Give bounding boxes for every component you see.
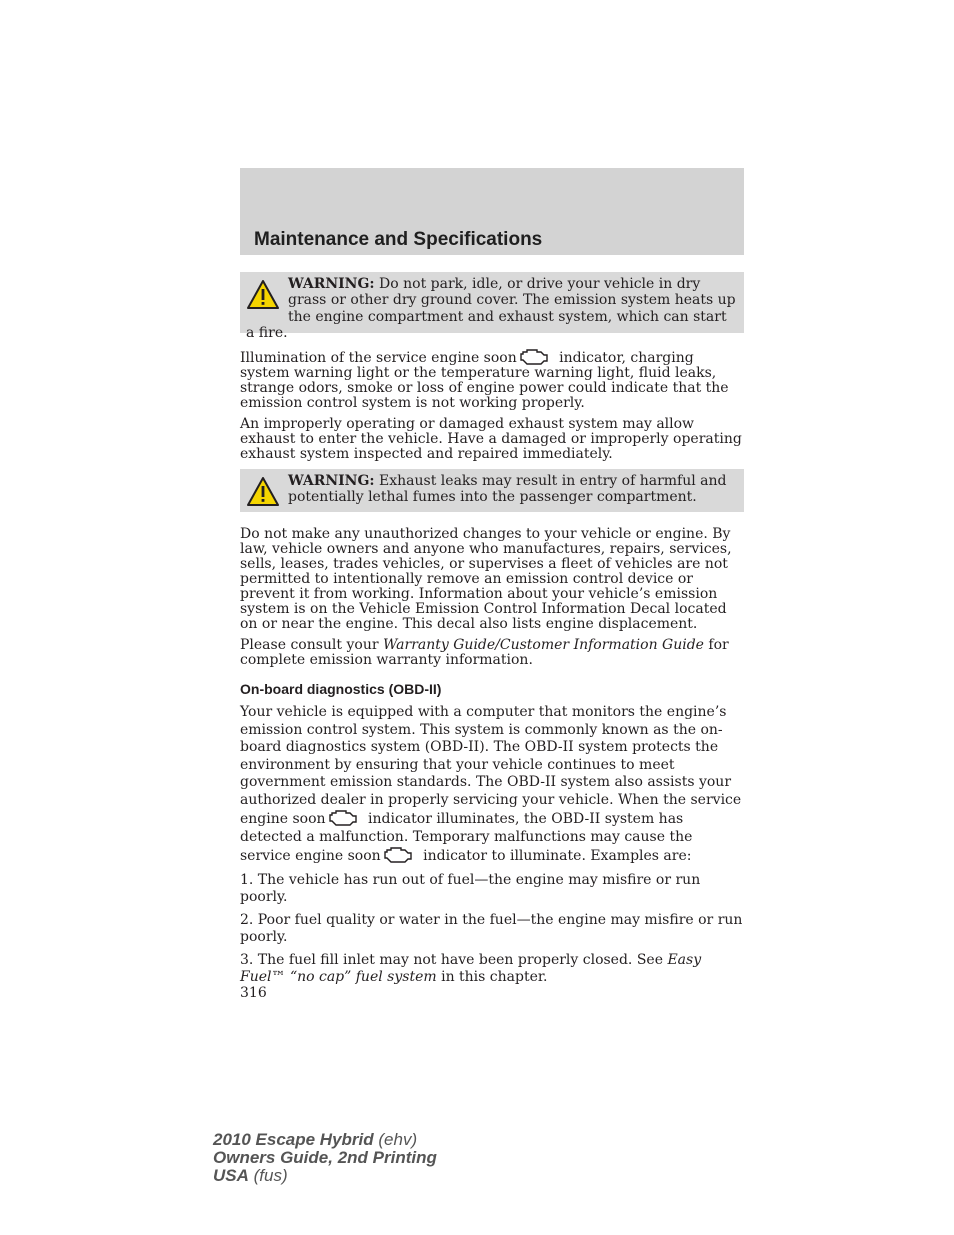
section-title: Maintenance and Specifications xyxy=(254,229,543,250)
intro-text xyxy=(240,348,746,468)
check-engine-icon xyxy=(519,348,549,366)
warning-label: WARNING: xyxy=(288,473,375,489)
paragraph-unauthorized: Do not make any unauthorized changes to your vehicle or engine. By law, vehicle owners and anyone who manufactures, repairs, services, sells, leases, trades vehicles, or supervises a fleet of vehicles are not permitted to intentionally remove an emission control device or prevent it from working. Information about your vehicle’s emission system is on the Vehicle Emission Control Information Decal located on or near the engine. This decal also lists engine displacement. xyxy=(240,526,732,632)
obd-heading: On-board diagnostics (OBD-II) xyxy=(240,681,442,697)
main-text xyxy=(240,527,746,1001)
list-item: 1. The vehicle has run out of fuel—the engine may misfire or run poorly. xyxy=(240,871,701,905)
footer-line-2: Owners Guide, 2nd Printing xyxy=(213,1148,437,1167)
document-footer xyxy=(213,1131,437,1185)
warning-box-fire xyxy=(240,272,744,341)
warning-triangle-icon xyxy=(246,476,280,508)
warning-text: Do not park, idle, or drive your vehicle in dry grass or other dry ground cover. The emission system heats up the engine compartment and exhaust system, which can start a fire. xyxy=(246,276,736,341)
warning-text: Exhaust leaks may result in entry of harmful and potentially lethal fumes into the passenger compartment. xyxy=(288,473,727,506)
paragraph-consult: Please consult your Warranty Guide/Customer Information Guide for complete emission warranty information. xyxy=(240,637,729,668)
warning-triangle-icon xyxy=(246,279,280,311)
section-header xyxy=(240,168,744,255)
paragraph-obd: Your vehicle is equipped with a computer that monitors the engine’s emission control system. This system is commonly known as the on-board diagnostics system (OBD-II). The OBD-II system protects the environment by ensuring that your vehicle continues to meet government emission standards. The OBD-II system also assists your authorized dealer in properly servicing your vehicle. When the service engine soon indicator illuminates, the OBD-II system has detected a malfunction. Temporary malfunctions may cause the service engine soon indicator to illuminate. Examples are: xyxy=(240,704,742,864)
list-item: 3. The fuel fill inlet may not have been properly closed. See Easy Fuel™ “no cap” fuel system in this chapter. xyxy=(240,951,702,985)
paragraph-exhaust: An improperly operating or damaged exhaust system may allow exhaust to enter the vehicle. Have a damaged or improperly operating exhaust system inspected and repaired immediately. xyxy=(240,416,742,462)
footer-line-3: USA (fus) xyxy=(213,1166,288,1185)
list-item: 2. Poor fuel quality or water in the fuel—the engine may misfire or run poorly. xyxy=(240,911,743,945)
warning-box-exhaust xyxy=(240,469,744,512)
paragraph-illumination: Illumination of the service engine soon indicator, charging system warning light or the temperature warning light, fluid leaks, strange odors, smoke or loss of engine power could indicate that the emission control system is not working properly. xyxy=(240,350,729,411)
check-engine-icon xyxy=(328,809,358,827)
warning-label: WARNING: xyxy=(288,276,375,292)
check-engine-icon xyxy=(383,846,413,864)
page-number: 316 xyxy=(240,984,267,1001)
footer-line-1: 2010 Escape Hybrid (ehv) xyxy=(213,1130,418,1149)
